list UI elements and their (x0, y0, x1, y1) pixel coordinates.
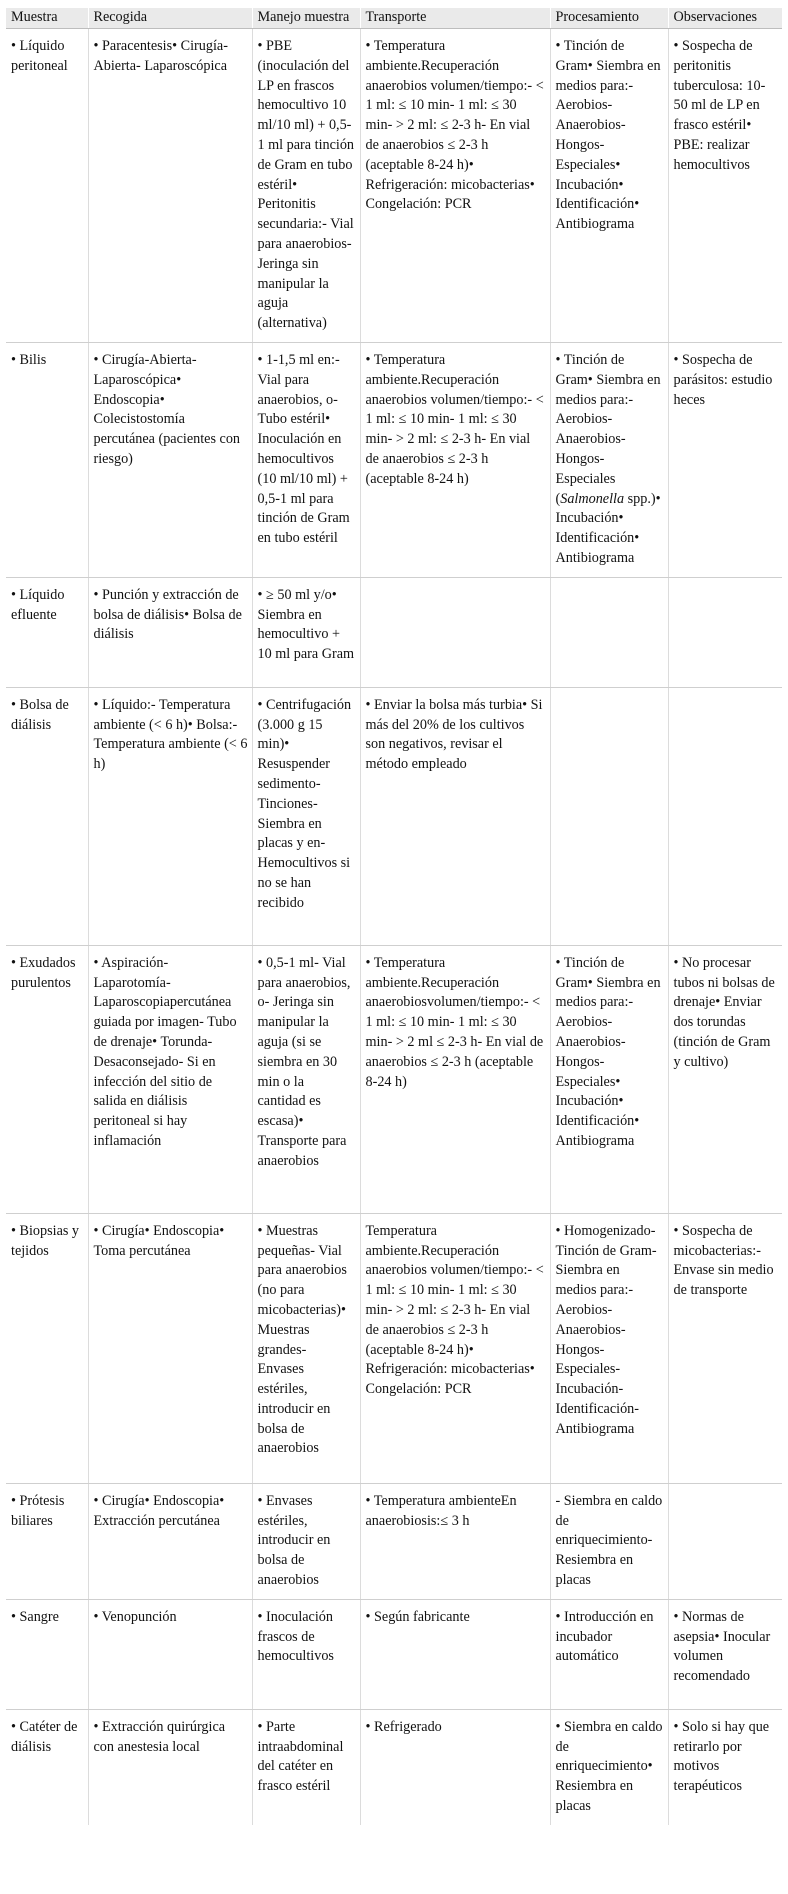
table-row (6, 1599, 782, 1709)
procesamiento-text-post: spp.)• Incubación• Identificación• Antibiograma (555, 490, 661, 566)
cell-muestra: • Exudados purulentos (6, 945, 88, 1213)
cell-manejo: • 0,5-1 ml- Vial para anaerobios, o- Jeringa sin manipular la aguja (si se siembra en 30 min o la cantidad es escasa)• Transporte para anaerobios (252, 945, 360, 1213)
cell-observaciones: • Sospecha de parásitos: estudio heces (668, 342, 782, 577)
table-row (6, 1483, 782, 1599)
cell-recogida: • Punción y extracción de bolsa de diálisis• Bolsa de diálisis (88, 577, 252, 687)
cell-observaciones: • Solo si hay que retirarlo por motivos terapéuticos (668, 1709, 782, 1824)
cell-procesamiento: • Tinción de Gram• Siembra en medios para:- Aerobios- Anaerobios- Hongos- Especiales• Incubación• Identificación• Antibiograma (550, 945, 668, 1213)
cell-muestra: • Sangre (6, 1599, 88, 1709)
cell-procesamiento: • Tinción de Gram• Siembra en medios para:- Aerobios- Anaerobios- Hongos- Especiales• Incubación• Identificación• Antibiograma (550, 29, 668, 343)
cell-observaciones (668, 687, 782, 945)
cell-observaciones: • Sospecha de micobacterias:- Envase sin medio de transporte (668, 1213, 782, 1483)
cell-recogida: • Líquido:- Temperatura ambiente (< 6 h)• Bolsa:- Temperatura ambiente (< 6 h) (88, 687, 252, 945)
header-row (6, 8, 782, 29)
cell-procesamiento: • Introducción en incubador automático (550, 1599, 668, 1709)
cell-procesamiento: - Siembra en caldo de enriquecimiento- Resiembra en placas (550, 1483, 668, 1599)
cell-procesamiento (550, 687, 668, 945)
table-header (6, 8, 782, 29)
cell-procesamiento: • Siembra en caldo de enriquecimiento• Resiembra en placas (550, 1709, 668, 1824)
cell-recogida: • Venopunción (88, 1599, 252, 1709)
cell-muestra: • Biopsias y tejidos (6, 1213, 88, 1483)
cell-transporte: • Temperatura ambienteEn anaerobiosis:≤ 3 h (360, 1483, 550, 1599)
cell-muestra: • Líquido efluente (6, 577, 88, 687)
cell-transporte: • Según fabricante (360, 1599, 550, 1709)
header-recogida: Recogida (88, 8, 252, 29)
cell-recogida: • Cirugía• Endoscopia• Toma percutánea (88, 1213, 252, 1483)
cell-transporte: • Temperatura ambiente.Recuperación anaerobiosvolumen/tiempo:- < 1 ml: ≤ 10 min- 1 ml: ≤ 30 min- > 2 ml ≤ 2-3 h- En vial de anaerobios ≤ 2-3 h (aceptable 8-24 h) (360, 945, 550, 1213)
cell-recogida: • Paracentesis• Cirugía-Abierta- Laparoscópica (88, 29, 252, 343)
header-procesamiento: Procesamiento (550, 8, 668, 29)
cell-manejo: • Centrifugación (3.000 g 15 min)• Resuspender sedimento- Tinciones- Siembra en placas y en- Hemocultivos si no se han recibido (252, 687, 360, 945)
cell-muestra: • Prótesis biliares (6, 1483, 88, 1599)
cell-procesamiento (550, 577, 668, 687)
cell-recogida: • Aspiración- Laparotomía- Laparoscopiapercutánea guiada por imagen- Tubo de drenaje• Torunda- Desaconsejado- Si en infección del sitio de salida en diálisis peritoneal si hay inflamación (88, 945, 252, 1213)
table-body (6, 29, 782, 1825)
header-manejo-muestra: Manejo muestra (252, 8, 360, 29)
cell-observaciones (668, 577, 782, 687)
procesamiento-text-pre: • Tinción de Gram• Siembra en medios para:- Aerobios- Anaerobios- Hongos- Especiales ( (555, 351, 661, 507)
cell-transporte: • Enviar la bolsa más turbia• Si más del 20% de los cultivos son negativos, revisar el método empleado (360, 687, 550, 945)
cell-muestra: • Bolsa de diálisis (6, 687, 88, 945)
cell-observaciones: • Sospecha de peritonitis tuberculosa: 10-50 ml de LP en frasco estéril• PBE: realizar hemocultivos (668, 29, 782, 343)
cell-recogida: • Cirugía• Endoscopia• Extracción percutánea (88, 1483, 252, 1599)
cell-transporte: • Temperatura ambiente.Recuperación anaerobios volumen/tiempo:- < 1 ml: ≤ 10 min- 1 ml: ≤ 30 min- > 2 ml: ≤ 2-3 h- En vial de anaerobios ≤ 2-3 h (aceptable 8-24 h)• Refrigeración: micobacterias• Congelación: PCR (360, 29, 550, 343)
table-row (6, 1213, 782, 1483)
cell-muestra: • Líquido peritoneal (6, 29, 88, 343)
cell-manejo: • ≥ 50 ml y/o• Siembra en hemocultivo + 10 ml para Gram (252, 577, 360, 687)
cell-manejo: • Envases estériles, introducir en bolsa de anaerobios (252, 1483, 360, 1599)
table-row (6, 1709, 782, 1824)
cell-manejo: • PBE (inoculación del LP en frascos hemocultivo 10 ml/10 ml) + 0,5-1 ml para tinción de Gram en tubo estéril• Peritonitis secundaria:- Vial para anaerobios- Jeringa sin manipular la aguja (alternativa) (252, 29, 360, 343)
cell-observaciones (668, 1483, 782, 1599)
cell-procesamiento (550, 342, 668, 577)
cell-muestra: • Catéter de diálisis (11, 1718, 78, 1755)
cell-manejo: • Muestras pequeñas- Vial para anaerobios (no para micobacterias)• Muestras grandes- Envases estériles, introducir en bolsa de anaerobios (252, 1213, 360, 1483)
header-transporte: Transporte (360, 8, 550, 29)
table-row (6, 342, 782, 577)
cell-observaciones: • Normas de asepsia• Inocular volumen recomendado (668, 1599, 782, 1709)
cell-transporte: • Refrigerado (360, 1709, 550, 1824)
table-row (6, 577, 782, 687)
cell-manejo: • 1-1,5 ml en:- Vial para anaerobios, o- Tubo estéril• Inoculación en hemocultivos (10 ml/10 ml) + 0,5-1 ml para tinción de Gram en tubo estéril (252, 342, 360, 577)
cell-transporte: • Temperatura ambiente.Recuperación anaerobios volumen/tiempo:- < 1 ml: ≤ 10 min- 1 ml: ≤ 30 min- > 2 ml: ≤ 2-3 h- En vial de anaerobios ≤ 2-3 h (aceptable 8-24 h) (360, 342, 550, 577)
table-row (6, 29, 782, 343)
cell-manejo: • Inoculación frascos de hemocultivos (252, 1599, 360, 1709)
cell-procesamiento: • Homogenizado- Tinción de Gram- Siembra en medios para:- Aerobios- Anaerobios- Hongos- Especiales- Incubación- Identificación- Antibiograma (550, 1213, 668, 1483)
cell-manejo: • Parte intraabdominal del catéter en frasco estéril (252, 1709, 360, 1824)
cell-recogida: • Cirugía-Abierta-Laparoscópica• Endoscopia• Colecistostomía percutánea (pacientes con riesgo) (88, 342, 252, 577)
sample-handling-table (6, 8, 782, 1825)
cell-recogida: • Extracción quirúrgica con anestesia local (88, 1709, 252, 1824)
organism-name: Salmonella (560, 490, 625, 507)
table-row (6, 687, 782, 945)
cell-observaciones: • No procesar tubos ni bolsas de drenaje• Enviar dos torundas (tinción de Gram y cultivo) (668, 945, 782, 1213)
header-observaciones: Observaciones (668, 8, 782, 29)
header-muestra: Muestra (6, 8, 88, 29)
cell-transporte: Temperatura ambiente.Recuperación anaerobios volumen/tiempo:- < 1 ml: ≤ 10 min- 1 ml: ≤ 30 min- > 2 ml: ≤ 2-3 h- En vial de anaerobios ≤ 2-3 h (aceptable 8-24 h)• Refrigeración: micobacterias• Congelación: PCR (360, 1213, 550, 1483)
table-row (6, 945, 782, 1213)
cell-transporte (360, 577, 550, 687)
cell-muestra: • Bilis (6, 342, 88, 577)
